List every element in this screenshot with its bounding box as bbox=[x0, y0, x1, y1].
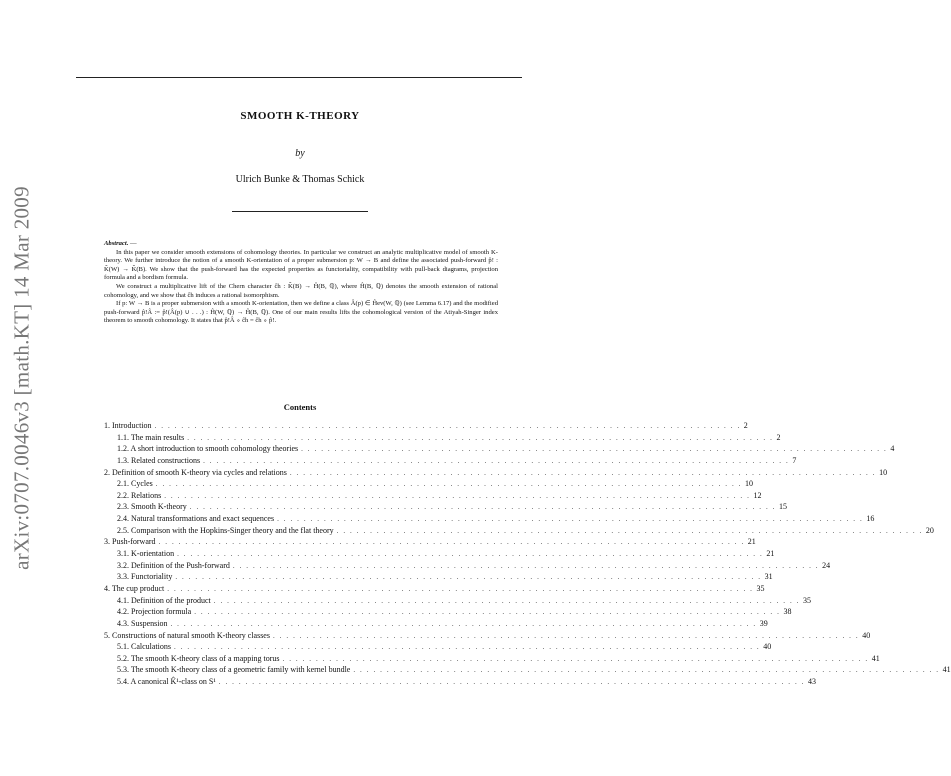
toc-entry-label: 2.5. Comparison with the Hopkins-Singer theory and the flat theory bbox=[117, 525, 334, 535]
toc-subsection-entry[interactable] bbox=[104, 443, 895, 455]
toc-entry-label: 4.1. Definition of the product bbox=[117, 595, 211, 605]
toc-subsection-entry[interactable] bbox=[104, 606, 792, 618]
abstract-paragraph: If p: W → B is a proper submersion with a smooth K-orientation, then we define a class Â(p) ∈ Ĥev(W, ℚ) (see Lemma 6.17) and the modified push-forward p̂!Â := p̂!(Â(p) ∪ . . .) : Ĥ(W, ℚ) → Ĥ(B, ℚ). One of our main results lifts the cohomological version of the Atiyah-Singer index theorem to smooth cohomology. It states that p̂!Â ∘ ĉh = ĉh ∘ p̂!. bbox=[104, 300, 498, 325]
toc-section-entry[interactable] bbox=[104, 630, 871, 642]
toc-entry-label: 2.3. Smooth K-theory bbox=[117, 502, 187, 512]
toc-entry-label: 5.2. The smooth K-theory class of a mapping torus bbox=[117, 653, 280, 663]
toc-entry-page: 21 bbox=[766, 549, 775, 559]
contents-heading: Contents bbox=[283, 402, 317, 412]
toc-subsection-entry[interactable] bbox=[104, 664, 951, 676]
toc-subsection-entry[interactable] bbox=[104, 478, 754, 490]
abstract-dash: — bbox=[128, 240, 137, 247]
toc-leader-dots: . . . . . . . . . . . . . . . . . . . . . . . . . . . . . . . . . . . . . . . . . . . . . . . . . . . . . . . . . . . . . . . . . . . . . . . . . . . . . . . . . . . . . . . . bbox=[154, 422, 741, 430]
toc-subsection-entry[interactable] bbox=[104, 501, 788, 513]
toc-leader-dots: . . . . . . . . . . . . . . . . . . . . . . . . . . . . . . . . . . . . . . . . . . . . . . . . . . . . . . . . . . . . . . . . . . . . . . . . . . . . . . . . . . . . . . . . bbox=[218, 678, 806, 687]
table-of-contents bbox=[104, 420, 951, 688]
toc-leader-dots: . . . . . . . . . . . . . . . . . . . . . . . . . . . . . . . . . . . . . . . . . . . . . . . . . . . . . . . . . . . . . . . . . . . . . . . . . . . . . . . . . . . . . . . . bbox=[187, 433, 774, 442]
toc-entry-page: 16 bbox=[866, 514, 875, 524]
toc-leader-dots: . . . . . . . . . . . . . . . . . . . . . . . . . . . . . . . . . . . . . . . . . . . . . . . . . . . . . . . . . . . . . . . . . . . . . . . . . . . . . . . . . . . . . . . . bbox=[301, 445, 888, 454]
toc-entry-page: 2 bbox=[743, 421, 748, 430]
toc-leader-dots: . . . . . . . . . . . . . . . . . . . . . . . . . . . . . . . . . . . . . . . . . . . . . . . . . . . . . . . . . . . . . . . . . . . . . . . . . . . . . . . . . . . . . . . . bbox=[158, 538, 745, 547]
toc-entry-label: 4. The cup product bbox=[104, 583, 165, 593]
abstract-paragraph: We construct a multiplicative lift of the Chern character ĉh : K̂(B) → Ĥ(B, ℚ), where Ĥ(B, ℚ) denotes the smooth extension of rational cohomology, and we show that ĉh induces a rational isomorphism. bbox=[104, 282, 498, 299]
toc-entry-label: 5.4. A canonical K̂¹-class on S¹ bbox=[117, 677, 216, 687]
toc-entry-page: 31 bbox=[764, 572, 773, 582]
toc-leader-dots: . . . . . . . . . . . . . . . . . . . . . . . . . . . . . . . . . . . . . . . . . . . . . . . . . . . . . . . . . . . . . . . . . . . . . . . . . . . . . . . . . . . . . . . . bbox=[272, 631, 860, 640]
toc-leader-dots: . . . . . . . . . . . . . . . . . . . . . . . . . . . . . . . . . . . . . . . . . . . . . . . . . . . . . . . . . . . . . . . . . . . . . . . . . . . . . . . . . . . . . . . . bbox=[194, 608, 781, 617]
toc-entry-label: 2. Definition of smooth K-theory via cycles and relations bbox=[104, 467, 287, 477]
toc-leader-dots: . . . . . . . . . . . . . . . . . . . . . . . . . . . . . . . . . . . . . . . . . . . . . . . . . . . . . . . . . . . . . . . . . . . . . . . . . . . . . . . . . . . . . . . . bbox=[170, 619, 757, 628]
toc-entry-label: 1.1. The main results bbox=[117, 432, 185, 442]
abstract-label: Abstract. bbox=[104, 240, 129, 247]
toc-entry-page: 20 bbox=[925, 525, 934, 535]
toc-subsection-entry[interactable] bbox=[104, 653, 880, 665]
toc-leader-dots: . . . . . . . . . . . . . . . . . . . . . . . . . . . . . . . . . . . . . . . . . . . . . . . . . . . . . . . . . . . . . . . . . . . . . . . . . . . . . . . . . . . . . . . . bbox=[232, 561, 820, 570]
toc-leader-dots: . . . . . . . . . . . . . . . . . . . . . . . . . . . . . . . . . . . . . . . . . . . . . . . . . . . . . . . . . . . . . . . . . . . . . . . . . . . . . . . . . . . . . . . . bbox=[336, 526, 923, 535]
toc-subsection-entry[interactable] bbox=[104, 513, 875, 525]
toc-entry-page: 15 bbox=[779, 502, 788, 512]
toc-entry-label: 2.2. Relations bbox=[117, 490, 162, 500]
toc-entry-label: 4.3. Suspension bbox=[117, 618, 168, 628]
toc-entry-page: 43 bbox=[808, 677, 817, 687]
toc-entry-label: 1. Introduction bbox=[104, 421, 152, 430]
toc-leader-dots: . . . . . . . . . . . . . . . . . . . . . . . . . . . . . . . . . . . . . . . . . . . . . . . . . . . . . . . . . . . . . . . . . . . . . . . . . . . . . . . . . . . . . . . . bbox=[277, 515, 864, 524]
toc-section-entry[interactable] bbox=[104, 536, 756, 548]
toc-subsection-entry[interactable] bbox=[104, 548, 775, 560]
toc-subsection-entry[interactable] bbox=[104, 560, 831, 572]
toc-entry-label: 4.2. Projection formula bbox=[117, 607, 192, 617]
title-divider bbox=[232, 211, 368, 212]
arxiv-stamp-text: arXiv:0707.0046v3 [math.KT] 14 Mar 2009 bbox=[9, 186, 34, 570]
toc-subsection-entry[interactable] bbox=[104, 595, 812, 607]
toc-entry-label: 5.1. Calculations bbox=[117, 642, 171, 652]
arxiv-stamp bbox=[2, 178, 42, 578]
toc-subsection-entry[interactable] bbox=[104, 490, 762, 502]
toc-entry-label: 1.2. A short introduction to smooth cohomology theories bbox=[117, 444, 299, 454]
toc-entry-label: 1.3. Related constructions bbox=[117, 455, 201, 465]
toc-entry-page: 7 bbox=[792, 455, 797, 465]
toc-leader-dots: . . . . . . . . . . . . . . . . . . . . . . . . . . . . . . . . . . . . . . . . . . . . . . . . . . . . . . . . . . . . . . . . . . . . . . . . . . . . . . . . . . . . . . . . bbox=[289, 468, 877, 477]
toc-entry-label: 5. Constructions of natural smooth K-theory classes bbox=[104, 630, 270, 640]
toc-subsection-entry[interactable] bbox=[104, 432, 781, 444]
toc-subsection-entry[interactable] bbox=[104, 455, 797, 467]
toc-leader-dots: . . . . . . . . . . . . . . . . . . . . . . . . . . . . . . . . . . . . . . . . . . . . . . . . . . . . . . . . . . . . . . . . . . . . . . . . . . . . . . . . . . . . . . . . bbox=[213, 596, 801, 605]
toc-entry-page: 41 bbox=[942, 665, 951, 675]
toc-leader-dots: . . . . . . . . . . . . . . . . . . . . . . . . . . . . . . . . . . . . . . . . . . . . . . . . . . . . . . . . . . . . . . . . . . . . . . . . . . . . . . . . . . . . . . . . bbox=[189, 503, 777, 512]
toc-entry-page: 21 bbox=[747, 537, 756, 547]
toc-leader-dots: . . . . . . . . . . . . . . . . . . . . . . . . . . . . . . . . . . . . . . . . . . . . . . . . . . . . . . . . . . . . . . . . . . . . . . . . . . . . . . . . . . . . . . . . bbox=[282, 654, 869, 663]
toc-entry-page: 38 bbox=[783, 607, 792, 617]
toc-entry-page: 40 bbox=[862, 630, 871, 640]
toc-subsection-entry[interactable] bbox=[104, 618, 768, 630]
toc-entry-page: 40 bbox=[763, 642, 772, 652]
authors: Ulrich Bunke & Thomas Schick bbox=[235, 174, 365, 185]
toc-leader-dots: . . . . . . . . . . . . . . . . . . . . . . . . . . . . . . . . . . . . . . . . . . . . . . . . . . . . . . . . . . . . . . . . . . . . . . . . . . . . . . . . . . . . . . . . bbox=[174, 643, 761, 652]
abstract-paragraph: In this paper we consider smooth extensions of cohomology theories. In particular we construct an analytic multiplicative model of smooth K-theory. We further introduce the notion of a smooth K-orientation of a proper submersion p: W → B and define the associated push-forward p̂! : K̂(W) → K̂(B). We show that the push-forward has the expected properties as functoriality, compatibility with pull-back diagrams, projection formula and a bordism formula. bbox=[104, 248, 498, 282]
toc-entry-label: 2.1. Cycles bbox=[117, 479, 153, 489]
toc-section-entry[interactable] bbox=[104, 467, 888, 479]
abstract-heading bbox=[104, 240, 498, 249]
toc-subsection-entry[interactable] bbox=[104, 641, 772, 653]
toc-entry-label: 5.3. The smooth K-theory class of a geometric family with kernel bundle bbox=[117, 665, 351, 675]
toc-leader-dots: . . . . . . . . . . . . . . . . . . . . . . . . . . . . . . . . . . . . . . . . . . . . . . . . . . . . . . . . . . . . . . . . . . . . . . . . . . . . . . . . . . . . . . . . bbox=[177, 550, 764, 559]
toc-entry-page: 2 bbox=[776, 432, 781, 442]
toc-subsection-entry[interactable] bbox=[104, 676, 817, 688]
toc-entry-page: 35 bbox=[756, 583, 765, 593]
toc-entry-page: 39 bbox=[759, 618, 768, 628]
toc-entry-page: 4 bbox=[890, 444, 895, 454]
toc-leader-dots: . . . . . . . . . . . . . . . . . . . . . . . . . . . . . . . . . . . . . . . . . . . . . . . . . . . . . . . . . . . . . . . . . . . . . . . . . . . . . . . . . . . . . . . . bbox=[167, 584, 754, 593]
toc-leader-dots: . . . . . . . . . . . . . . . . . . . . . . . . . . . . . . . . . . . . . . . . . . . . . . . . . . . . . . . . . . . . . . . . . . . . . . . . . . . . . . . . . . . . . . . . bbox=[203, 456, 790, 465]
abstract bbox=[104, 240, 498, 326]
top-rule bbox=[76, 77, 522, 78]
toc-entry-page: 35 bbox=[803, 595, 812, 605]
toc-leader-dots: . . . . . . . . . . . . . . . . . . . . . . . . . . . . . . . . . . . . . . . . . . . . . . . . . . . . . . . . . . . . . . . . . . . . . . . . . . . . . . . . . . . . . . . . bbox=[353, 666, 940, 675]
toc-entry-page: 41 bbox=[871, 653, 880, 663]
toc-leader-dots: . . . . . . . . . . . . . . . . . . . . . . . . . . . . . . . . . . . . . . . . . . . . . . . . . . . . . . . . . . . . . . . . . . . . . . . . . . . . . . . . . . . . . . . . bbox=[175, 573, 762, 582]
paper-title: SMOOTH K-THEORY bbox=[240, 110, 360, 122]
toc-entry-page: 12 bbox=[753, 490, 762, 500]
toc-section-entry[interactable] bbox=[104, 420, 748, 432]
toc-subsection-entry[interactable] bbox=[104, 571, 773, 583]
toc-leader-dots: . . . . . . . . . . . . . . . . . . . . . . . . . . . . . . . . . . . . . . . . . . . . . . . . . . . . . . . . . . . . . . . . . . . . . . . . . . . . . . . . . . . . . . . . bbox=[164, 491, 751, 500]
toc-section-entry[interactable] bbox=[104, 583, 765, 595]
toc-entry-label: 3.2. Definition of the Push-forward bbox=[117, 560, 230, 570]
toc-entry-label: 3. Push-forward bbox=[104, 537, 156, 547]
toc-entry-label: 3.1. K-orientation bbox=[117, 549, 175, 559]
toc-entry-label: 3.3. Functoriality bbox=[117, 572, 173, 582]
toc-entry-page: 10 bbox=[745, 479, 754, 489]
toc-entry-label: 2.4. Natural transformations and exact sequences bbox=[117, 514, 275, 524]
toc-entry-page: 10 bbox=[879, 467, 888, 477]
toc-entry-page: 24 bbox=[822, 560, 831, 570]
toc-leader-dots: . . . . . . . . . . . . . . . . . . . . . . . . . . . . . . . . . . . . . . . . . . . . . . . . . . . . . . . . . . . . . . . . . . . . . . . . . . . . . . . . . . . . . . . . bbox=[155, 480, 743, 489]
by-line: by bbox=[295, 148, 305, 159]
toc-subsection-entry[interactable] bbox=[104, 525, 934, 537]
